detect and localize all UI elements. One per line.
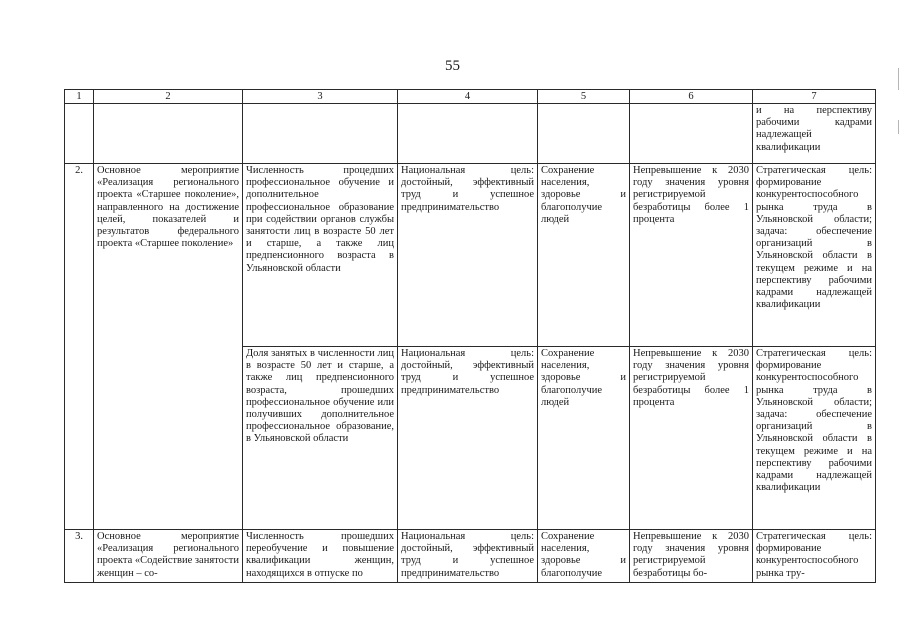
national-direction-cell: Сохранение населения, здоровье и благополучие людей	[538, 347, 630, 530]
strategic-goal-cell: Стратегическая цель: формирование конкурентоспособного рынка труда в Ульяновской области; задача: обеспечение организаций в Ульяновской области в текущем режиме и на перспективу рабочими кадрами надлежащей квалификации	[753, 164, 876, 347]
national-direction-cell: Сохранение населения, здоровье и благополучие	[538, 530, 630, 583]
measure-cell: Основное мероприятие «Реализация регионального проекта «Содействие занятости женщин – со-	[94, 530, 243, 583]
national-goal-cell: Национальная цель: достойный, эффективный труд и успешное предпринимательство	[398, 164, 538, 347]
column-header: 5	[538, 90, 630, 104]
national-direction-cell: Сохранение населения, здоровье и благополучие людей	[538, 164, 630, 347]
column-header: 3	[243, 90, 398, 104]
scan-margin-mark	[898, 68, 899, 90]
strategic-goal-cell: Стратегическая цель: формирование конкурентоспособного рынка тру-	[753, 530, 876, 583]
page-number: 55	[445, 58, 460, 74]
column-header: 4	[398, 90, 538, 104]
table-header-row	[65, 90, 876, 104]
national-goal-cell: Национальная цель: достойный, эффективный труд и успешное предпринимательство	[398, 347, 538, 530]
measure-cell: Основное мероприятие «Реализация регионального проекта «Старшее поколение», направленного на достижение целей, показателей и результатов федерального проекта «Старшее поколение»	[94, 164, 243, 530]
target-cell: Непревышение к 2030 году значения уровня регистрируемой безработицы более 1 процента	[630, 164, 753, 347]
column-header: 2	[94, 90, 243, 104]
strategic-goal-cell: Стратегическая цель: формирование конкурентоспособного рынка труда в Ульяновской области; задача: обеспечение организаций в Ульяновской области в текущем режиме и на перспективу рабочими кадрами надлежащей квалификации	[753, 347, 876, 530]
column-header: 7	[753, 90, 876, 104]
indicator-cell: Доля занятых в численности лиц в возрасте 50 лет и старше, а также лиц предпенсионного возраста, прошедших профессиональное обучение или получивших дополнительное профессиональное образование, в Ульяновской области	[243, 347, 398, 530]
indicator-cell: Численность прошедших переобучение и повышение квалификации женщин, находящихся в отпуске по	[243, 530, 398, 583]
target-cell: Непревышение к 2030 году значения уровня регистрируемой безработицы бо-	[630, 530, 753, 583]
row-number: 2.	[65, 164, 94, 530]
target-cell: Непревышение к 2030 году значения уровня регистрируемой безработицы более 1 процента	[630, 347, 753, 530]
table-row-continuation	[65, 104, 876, 164]
column-header: 1	[65, 90, 94, 104]
measures-table	[64, 89, 876, 583]
indicator-cell: Численность процедших профессиональное обучение и дополнительное профессиональное образование при содействии органов службы занятости лиц в возрасте 50 лет и старше, а также лиц предпенсионного возраста в Ульяновской области	[243, 164, 398, 347]
table-row	[65, 164, 876, 347]
table-row	[65, 530, 876, 583]
scan-margin-mark	[898, 120, 899, 134]
column-header: 6	[630, 90, 753, 104]
row-number: 3.	[65, 530, 94, 583]
national-goal-cell: Национальная цель: достойный, эффективный труд и успешное предпринимательство	[398, 530, 538, 583]
strategic-goal-cell: и на перспективу рабочими кадрами надлежащей квалификации	[753, 104, 876, 164]
